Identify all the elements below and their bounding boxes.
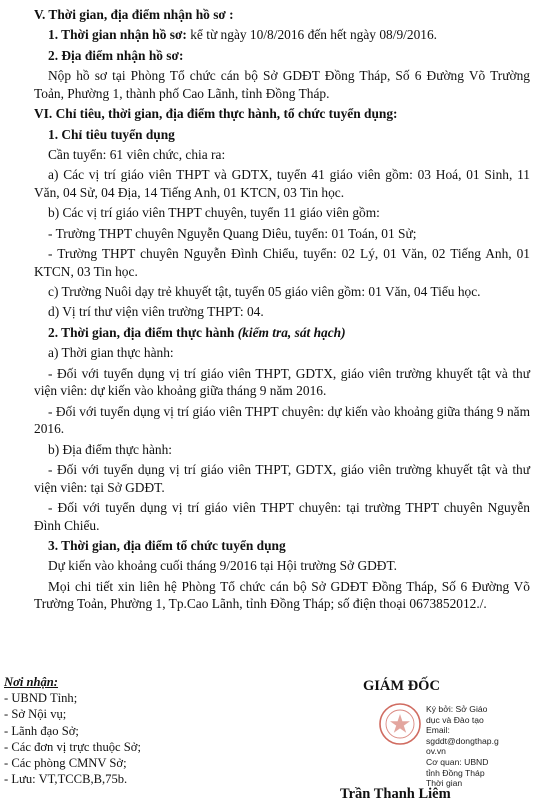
section-6-1-b: b) Các vị trí giáo viên THPT chuyên, tuyển 11 giáo viên gồm: xyxy=(48,205,380,221)
signature-info-line: dục và Đào tạo xyxy=(426,714,484,725)
signer-name: Trần Thanh Liêm xyxy=(340,786,451,802)
recipient-item: - Lãnh đạo Sở; xyxy=(4,723,79,738)
signature-info-line: Email: xyxy=(426,725,450,736)
section-6-1-b2: - Trường THPT chuyên Nguyễn Đình Chiểu, tuyển: 02 Lý, 01 Văn, 02 Tiếng Anh, 01 KTCN, 03 Tin học. xyxy=(34,246,530,279)
section-6-2-title-main: 2. Thời gian, địa điểm thực hành xyxy=(48,324,238,340)
section-6-2-b: b) Địa điểm thực hành: xyxy=(48,441,173,457)
section-6-1-c: c) Trường Nuôi dạy trẻ khuyết tật, tuyển 05 giáo viên gồm: 01 Văn, 04 Tiểu học. xyxy=(48,284,481,300)
section-6-title: VI. Chỉ tiêu, thời gian, địa điểm thực hành, tổ chức tuyển dụng: xyxy=(34,106,398,122)
section-6-1-intro: Cần tuyển: 61 viên chức, chia ra: xyxy=(48,146,226,162)
recipient-item: - Sở Nội vụ; xyxy=(4,707,67,722)
recipients-title: Nơi nhận: xyxy=(4,675,59,689)
recipients-block xyxy=(4,674,244,787)
section-6-3-p1: Dự kiến vào khoảng cuối tháng 9/2016 tại Hội trường Sở GDĐT. xyxy=(48,558,398,574)
section-6-1-d: d) Vị trí thư viện viên trường THPT: 04. xyxy=(48,304,264,320)
section-5-1 xyxy=(34,26,530,44)
section-6-3-title: 3. Thời gian, địa điểm tổ chức tuyển dụng xyxy=(48,537,286,553)
document-footer xyxy=(0,674,560,806)
director-title: GIÁM ĐỐC xyxy=(363,678,440,694)
document-body xyxy=(34,6,530,616)
section-6-2-b1: - Đối với tuyển dụng vị trí giáo viên THPT, GDTX, giáo viên trường khuyết tật và thư viện viên: tại Sở GDĐT. xyxy=(34,462,530,495)
section-6-2-title xyxy=(34,324,530,342)
signature-info-line: Ký bởi: Sở Giáo xyxy=(426,704,488,714)
signature-info-line: Cơ quan: UBND xyxy=(426,756,489,767)
official-seal-icon xyxy=(378,702,422,746)
digital-signature-info xyxy=(426,704,546,789)
section-6-2-title-italic: (kiểm tra, sát hạch) xyxy=(237,324,346,340)
section-5-1-text: kể từ ngày 10/8/2016 đến hết ngày 08/9/2016. xyxy=(186,27,438,43)
signature-info-line: tỉnh Đồng Tháp xyxy=(426,767,485,778)
section-6-3-p2: Mọi chi tiết xin liên hệ Phòng Tổ chức cán bộ Sở GDĐT Đồng Tháp, Số 6 Đường Võ Trường Toản, Phường 1, Tp.Cao Lãnh, tỉnh Đồng Tháp; số điện thoại 0673852012./. xyxy=(34,578,530,612)
section-5-2-title: 2. Địa điểm nhận hồ sơ: xyxy=(48,47,184,63)
recipient-item: - Lưu: VT,TCCB,B,75b. xyxy=(4,772,128,787)
section-5-title: V. Thời gian, địa điểm nhận hồ sơ : xyxy=(34,7,234,22)
section-5-1-label: 1. Thời gian nhận hồ sơ: xyxy=(48,27,187,43)
recipient-item: - Các đơn vị trực thuộc Sở; xyxy=(4,739,141,754)
section-6-2-a1: - Đối với tuyển dụng vị trí giáo viên THPT, GDTX, giáo viên trường khuyết tật và thư viện viên: dự kiến vào khoảng giữa tháng 9 năm 2016. xyxy=(34,365,530,399)
section-5-2-text: Nộp hồ sơ tại Phòng Tổ chức cán bộ Sở GDĐT Đồng Tháp, Số 6 Đường Võ Trường Toản, Phường 1, thành phố Cao Lãnh, tỉnh Đồng Tháp. xyxy=(34,68,530,101)
recipient-item: - Các phòng CMNV Sở; xyxy=(4,756,127,771)
section-6-1-b1: - Trường THPT chuyên Nguyễn Quang Diêu, tuyển: 01 Toán, 01 Sử; xyxy=(48,225,417,241)
section-6-1-title: 1. Chỉ tiêu tuyển dụng xyxy=(48,126,175,142)
signature-info-line: ov.vn xyxy=(426,746,446,757)
section-6-1-a: a) Các vị trí giáo viên THPT và GDTX, tuyển 41 giáo viên gồm: 03 Hoá, 01 Sinh, 11 Văn, 04 Sử, 04 Địa, 14 Tiếng Anh, 01 KTCN, 03 Tin học. xyxy=(34,167,530,200)
signature-info-line: Thời gian xyxy=(426,778,463,789)
section-6-2-a2: - Đối với tuyển dụng vị trí giáo viên THPT chuyên: dự kiến vào khoảng giữa tháng 9 năm 2016. xyxy=(34,403,530,437)
section-6-2-a: a) Thời gian thực hành: xyxy=(48,345,174,361)
section-6-2-b2: - Đối với tuyển dụng vị trí giáo viên THPT chuyên: tại trường THPT chuyên Nguyễn Đình Chiểu. xyxy=(34,499,530,533)
signature-info-line: sgddt@dongthap.g xyxy=(426,735,499,746)
recipient-item: - UBND Tỉnh; xyxy=(4,691,78,706)
